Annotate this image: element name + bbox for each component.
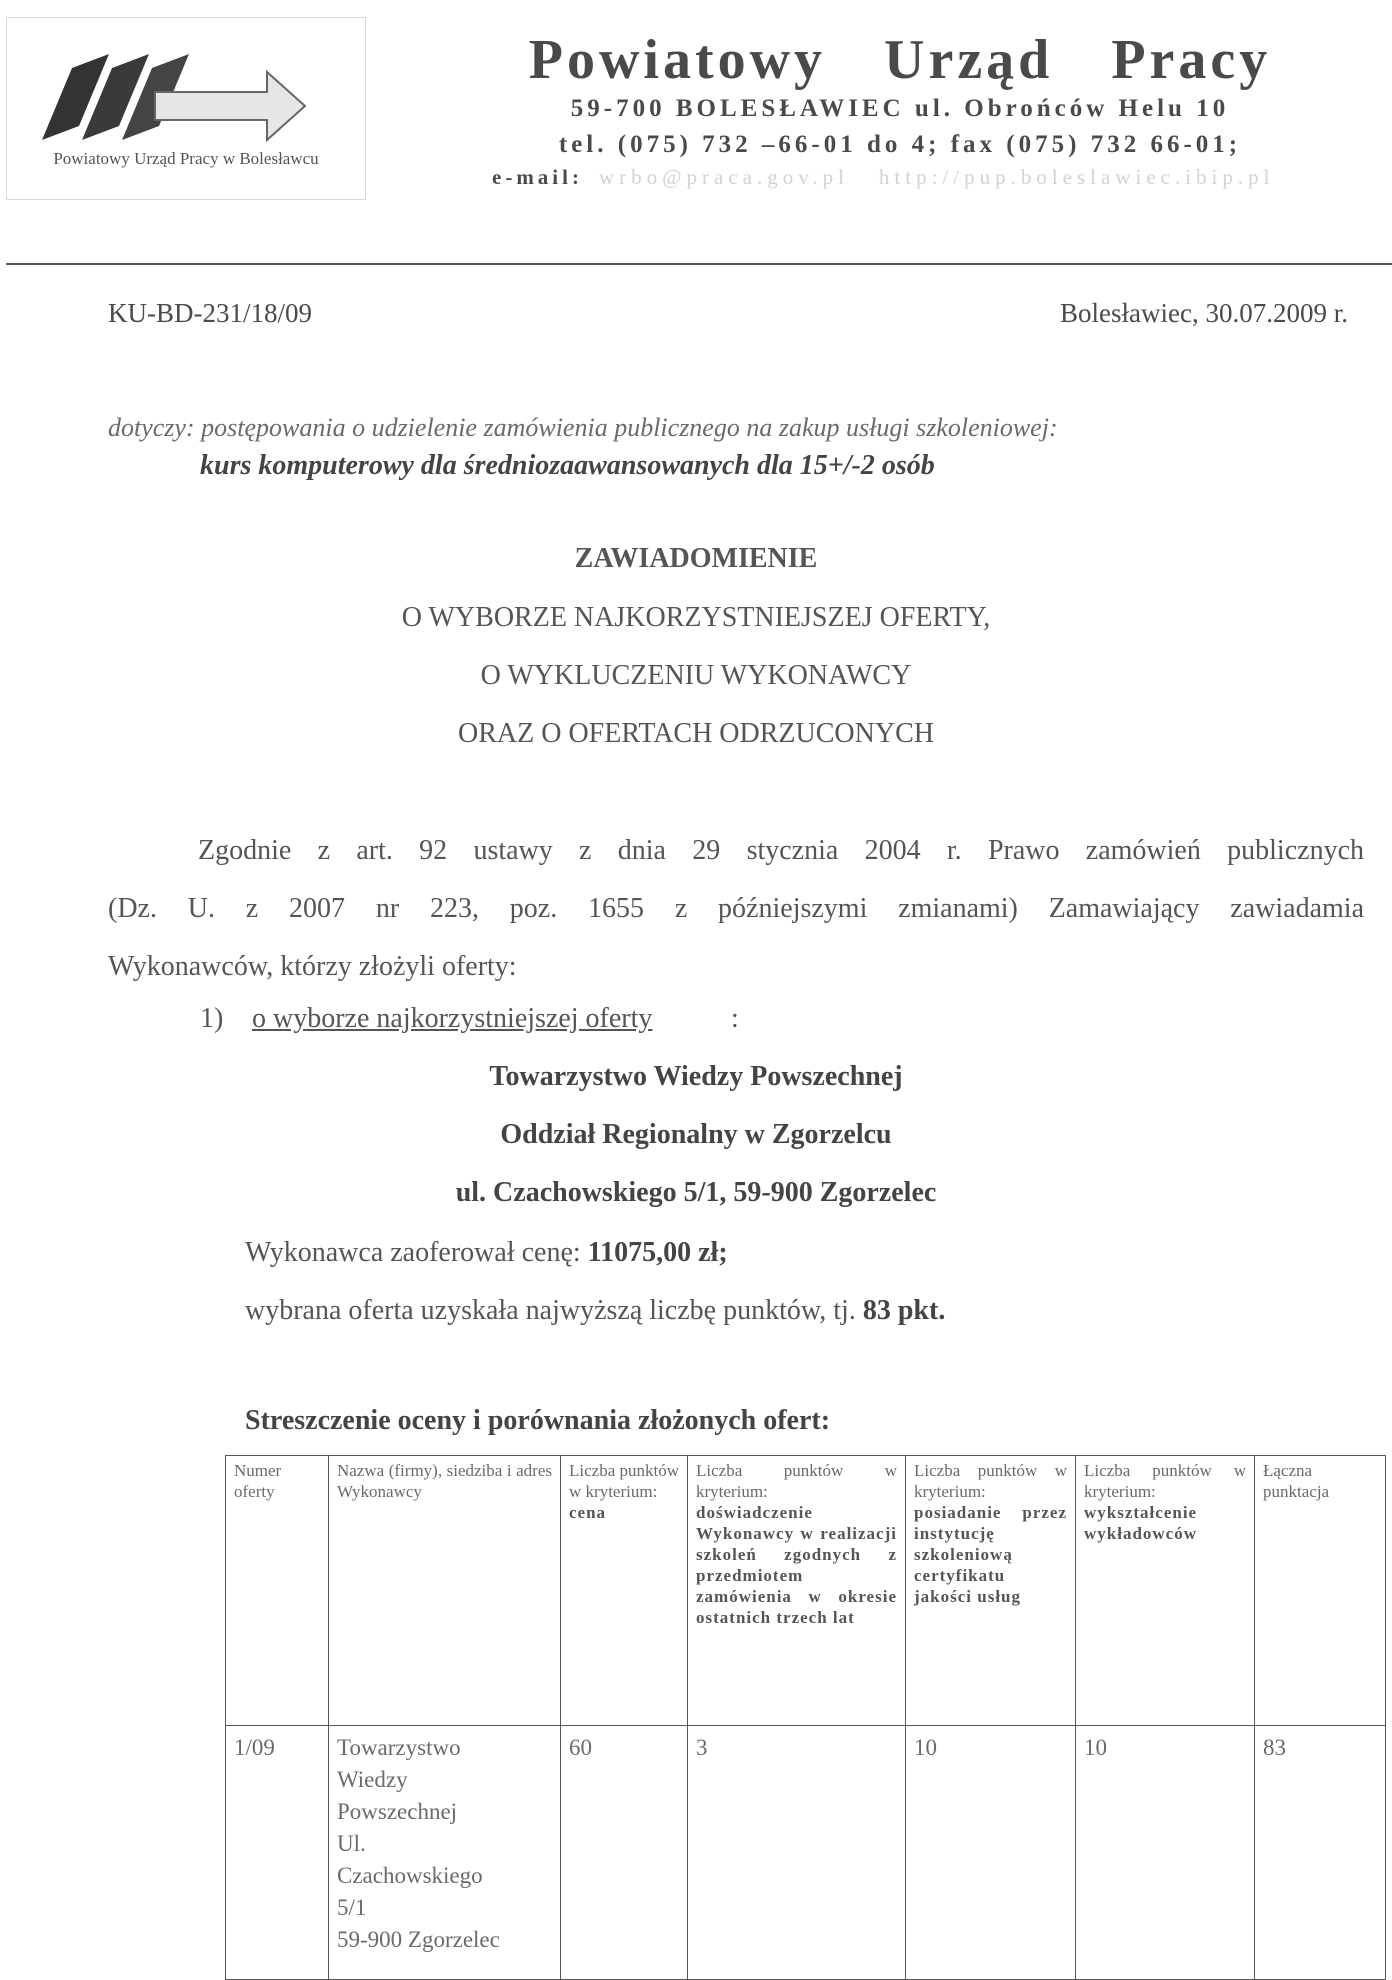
notice-subtitle: O WYKLUCZENIU WYKONAWCY [480,660,912,691]
points-value: 83 pkt. [862,1295,946,1326]
body-line: Zgodnie z art. 92 ustawy z dnia 29 stycznia 2004 r. Prawo zamówień publicznych [198,835,1364,866]
header-divider [6,263,1392,265]
cell-total-points: 83 [1255,1726,1386,1980]
table-row [226,1726,1386,1980]
cell-contractor: Towarzystwo Wiedzy Powszechnej Ul. Czachowskiego 5/1 59-900 Zgorzelec [329,1726,561,1980]
cell-price-points: 60 [561,1726,688,1980]
header-experience-points: Liczba punktów w kryterium: doświadczenie Wykonawcy w realizacji szkoleń zgodnych z przedmiotem zamówienia w okresie ostatnich trzech lat [688,1456,906,1726]
list-item-number: 1) [200,1003,224,1034]
header-price-points: Liczba punktów w kryterium: cena [561,1456,688,1726]
email-link[interactable]: wrbo@praca.gov.pl [598,165,849,189]
header-certificate-points: Liczba punktów w kryterium: posiadanie przez instytucję szkoleniową certyfikatu jakości usług [906,1456,1076,1726]
office-phone: tel. (075) 732 –66-01 do 4; fax (075) 732 66-01; [558,131,1242,158]
header-education-points: Liczba punktów w kryterium: wykształcenie wykładowców [1076,1456,1255,1726]
office-name: Powiatowy Urząd Pracy [528,29,1272,91]
cell-education-points: 10 [1076,1726,1255,1980]
list-item-label: o wyborze najkorzystniejszej oferty [252,1003,653,1034]
winner-branch: Oddział Regionalny w Zgorzelcu [500,1119,892,1150]
cell-offer-number: 1/09 [226,1726,329,1980]
website-link[interactable]: http://pup.boleslawiec.ibip.pl [878,165,1275,189]
logo-caption: Powiatowy Urząd Pracy w Bolesławcu [53,149,319,168]
price-line [245,1237,728,1269]
notice-subtitle: O WYBORZE NAJKORZYSTNIEJSZEJ OFERTY, [401,602,991,633]
cell-experience-points: 3 [688,1726,906,1980]
list-item-colon: : [731,1003,739,1034]
winner-address: ul. Czachowskiego 5/1, 59-900 Zgorzelec [455,1177,937,1208]
header-offer-number: Numer oferty [226,1456,329,1726]
points-line [245,1295,945,1327]
subject-title: kurs komputerowy dla średniozaawansowanych dla 15+/-2 osób [200,450,935,481]
office-address: 59-700 BOLESŁAWIEC ul. Obrońców Helu 10 [570,95,1230,122]
price-text: Wykonawca zaoferował cenę: [245,1237,588,1268]
table-header-row [226,1456,1386,1726]
subject-line: dotyczy: postępowania o udzielenie zamówienia publicznego na zakup usługi szkoleniowej: [108,413,1058,442]
body-paragraph [108,822,1364,996]
points-text: wybrana oferta uzyskała najwyższą liczbę punktów, tj. [245,1295,863,1326]
office-contact [492,165,1372,190]
offers-table [225,1455,1385,1980]
cell-certificate-points: 10 [906,1726,1076,1980]
notice-title: ZAWIADOMIENIE [574,543,818,574]
office-logo [6,17,366,200]
price-value: 11075,00 zł; [587,1237,728,1268]
reference-number: KU-BD-231/18/09 [108,298,312,328]
office-logo-graphic [37,48,307,148]
email-label: e-mail: [492,165,583,189]
table-caption: Streszczenie oceny i porównania złożonych ofert: [245,1405,831,1436]
header-contractor: Nazwa (firmy), siedziba i adres Wykonawcy [329,1456,561,1726]
header-total-points: Łączna punktacja [1255,1456,1386,1726]
document-date: Bolesławiec, 30.07.2009 r. [1060,298,1348,328]
winner-name: Towarzystwo Wiedzy Powszechnej [489,1061,903,1092]
body-line: (Dz. U. z 2007 nr 223, poz. 1655 z późniejszymi zmianami) Zamawiający zawiadamia [108,893,1364,924]
notice-subtitle: ORAZ O OFERTACH ODRZUCONYCH [458,718,934,749]
body-line: Wykonawców, którzy złożyli oferty: [108,951,517,982]
